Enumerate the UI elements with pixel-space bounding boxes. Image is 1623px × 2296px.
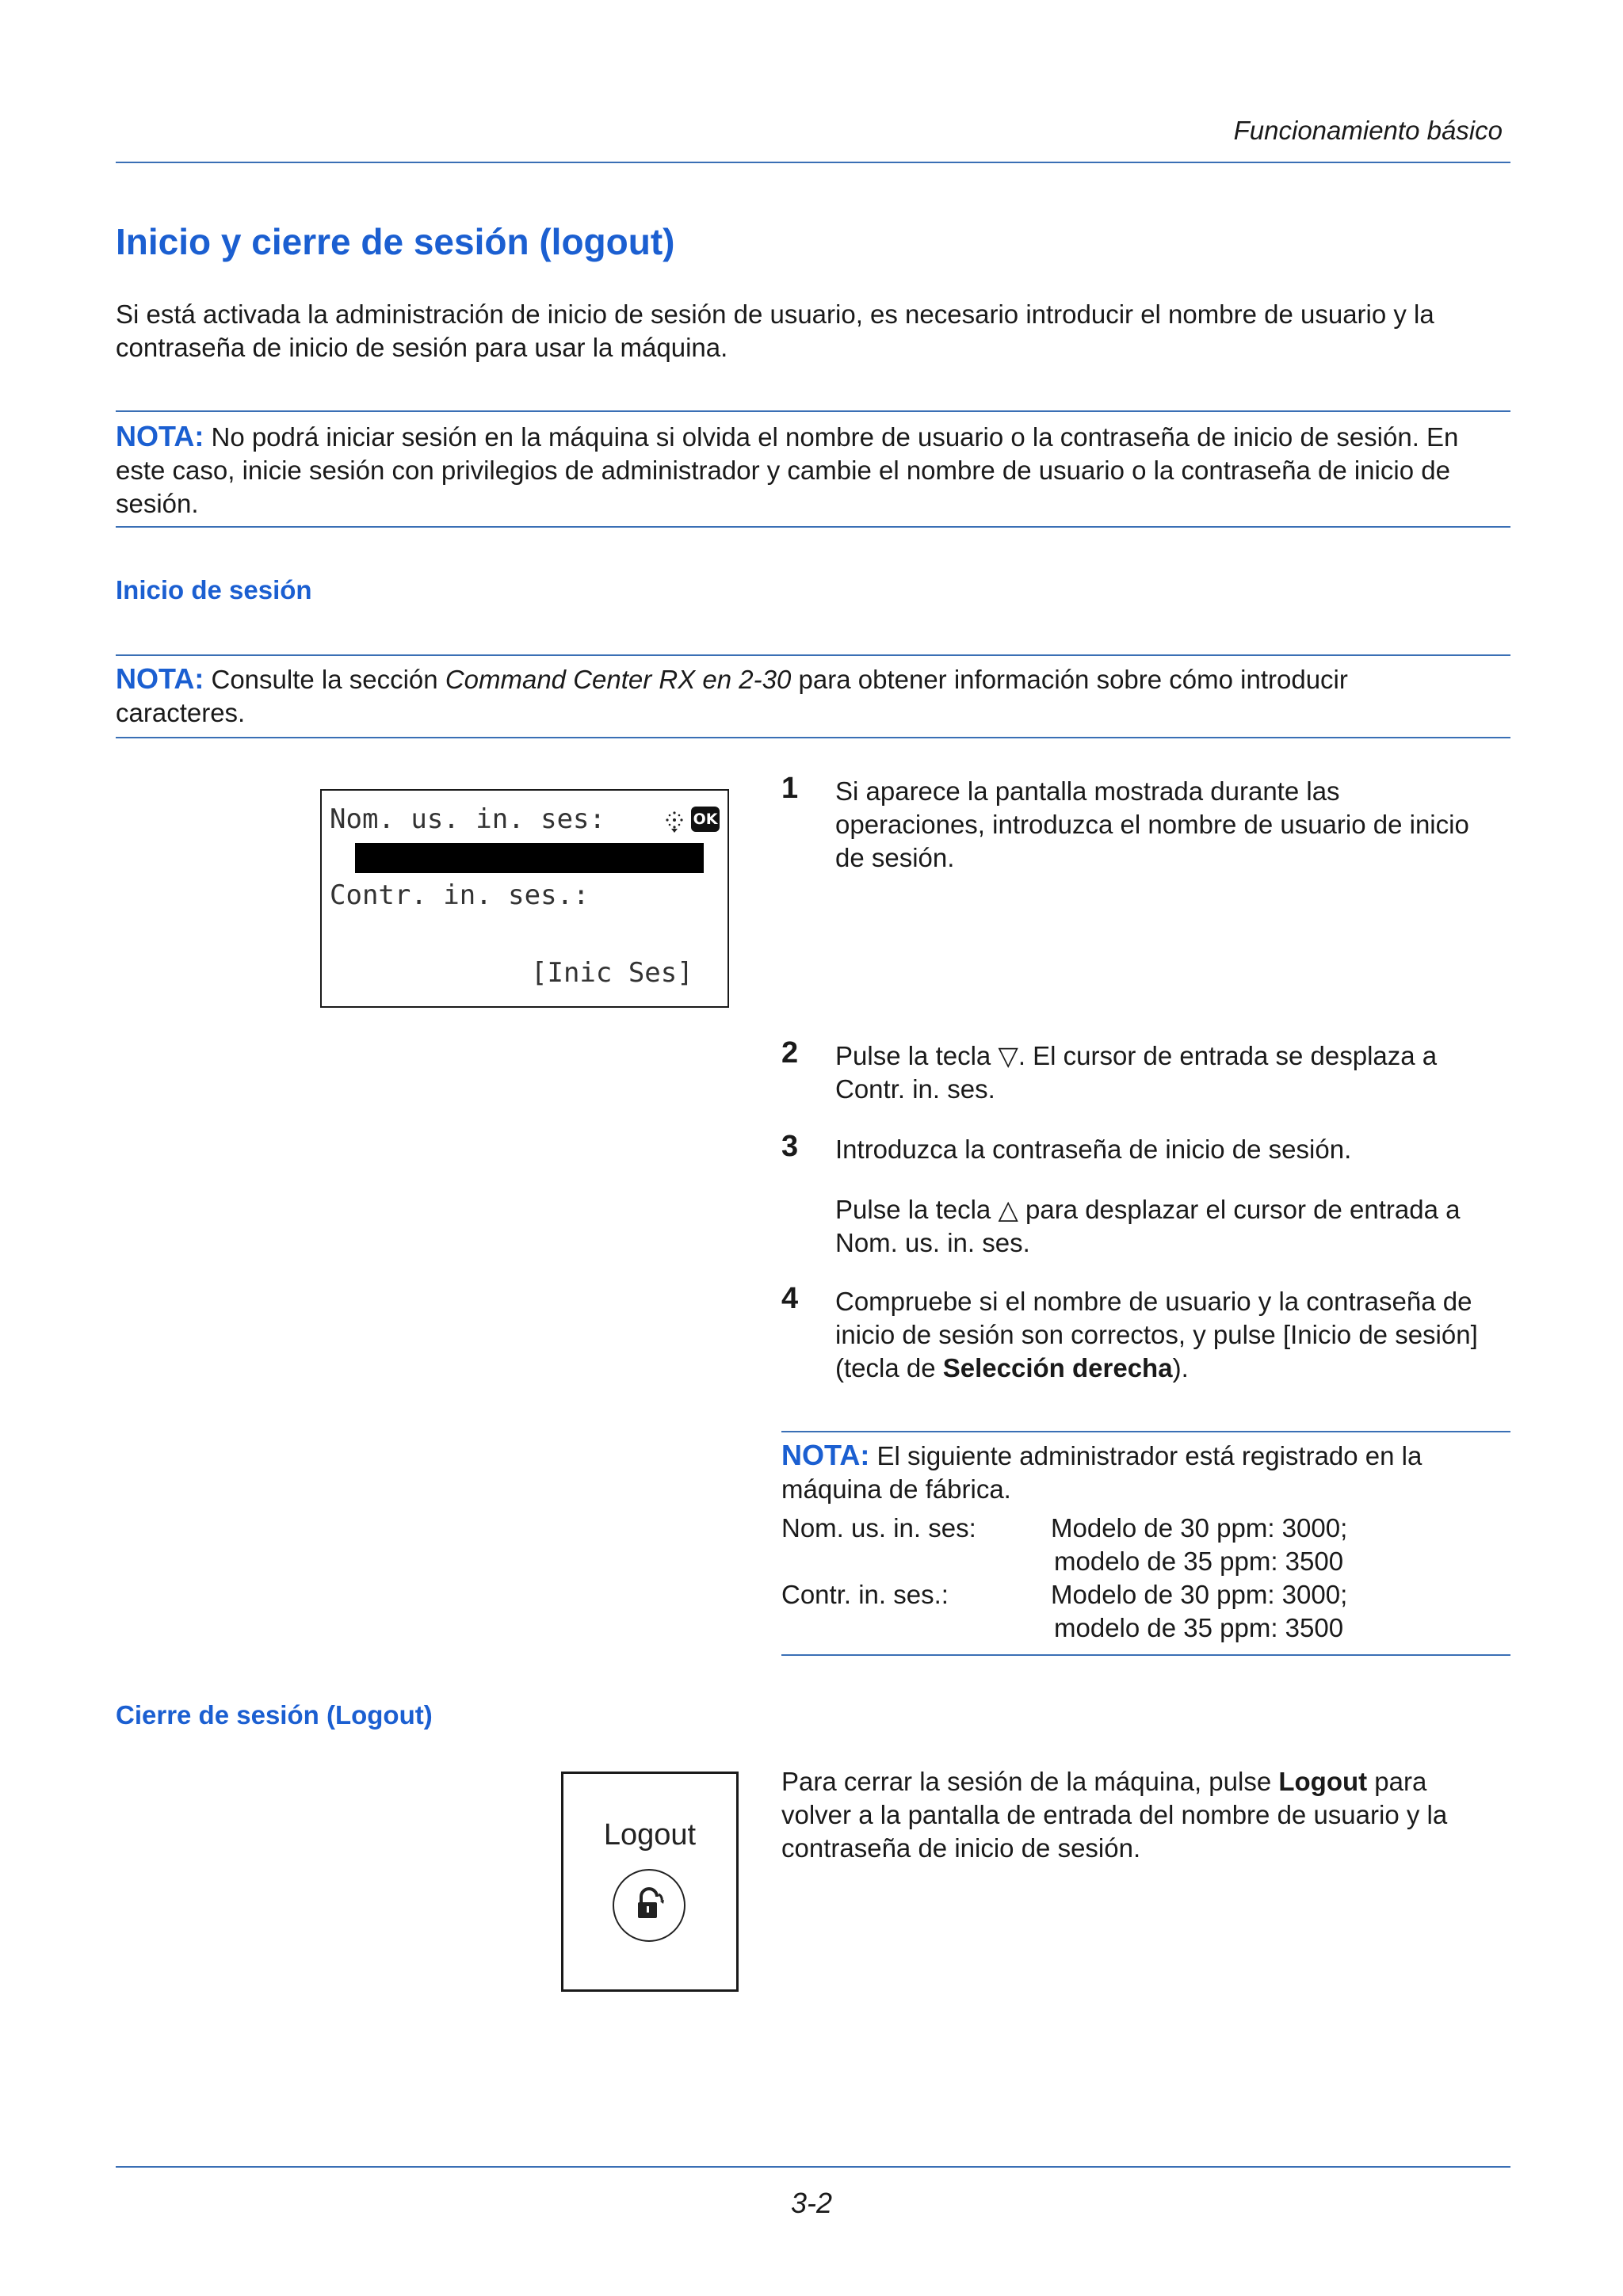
step-number: 4 (781, 1282, 799, 1315)
note-rule-top (116, 410, 1510, 412)
running-header: Funcionamiento básico (1233, 116, 1503, 145)
lcd-login-screen (320, 789, 729, 1008)
note-text: No podrá iniciar sesión en la máquina si olvida el nombre de usuario o la contraseña de inicio de sesión. En (204, 422, 1459, 452)
key-name: Logout (1278, 1767, 1368, 1796)
step-number: 2 (781, 1036, 799, 1070)
value-line: Modelo de 30 ppm: 3000; (1051, 1513, 1348, 1543)
section-heading-login: Inicio de sesión (116, 575, 312, 605)
note-text: máquina de fábrica. (781, 1474, 1011, 1504)
section-heading-logout: Cierre de sesión (Logout) (116, 1700, 433, 1730)
logout-key-label: Logout (603, 1818, 697, 1852)
note-rule-bottom (781, 1654, 1510, 1656)
note-factory-admin (781, 1439, 1422, 1506)
value-line: modelo de 35 ppm: 3500 (1054, 1547, 1344, 1576)
step-4-text (835, 1285, 1478, 1385)
step-1-text (835, 775, 1469, 875)
lcd-password-label: Contr. in. ses.: (330, 879, 590, 911)
note-text: El siguiente administrador está registrado en la (869, 1441, 1423, 1470)
ok-key-icon: OK (691, 807, 720, 832)
header-rule (116, 162, 1510, 163)
step-line: Pulse la tecla ▽. El cursor de entrada se desplaza a (835, 1041, 1438, 1070)
cursor-nav-icon (661, 807, 688, 833)
step-number: 3 (781, 1130, 799, 1163)
step-line: Pulse la tecla △ para desplazar el cursor de entrada a (835, 1195, 1461, 1224)
step-line: Nom. us. in. ses. (835, 1228, 1030, 1257)
note-general (116, 420, 1458, 521)
admin-password-key: Contr. in. ses.: (781, 1580, 949, 1609)
step-line: operaciones, introduzca el nombre de usuario de inicio (835, 810, 1469, 839)
note-rule-top (781, 1431, 1510, 1432)
step-line: inicio de sesión son correctos, y pulse [Inicio de sesión] (835, 1320, 1478, 1349)
step-line: Si aparece la pantalla mostrada durante las (835, 776, 1340, 806)
intro-paragraph (116, 298, 1434, 364)
intro-line: Si está activada la administración de inicio de sesión de usuario, es necesario introducir el nombre de usuario y la (116, 299, 1434, 329)
note-text: Consulte la sección (204, 665, 445, 694)
step-line: de sesión. (835, 843, 955, 872)
step-2-text (835, 1039, 1437, 1106)
note-text: caracteres. (116, 698, 246, 727)
step-3-extra (835, 1193, 1461, 1260)
note-reference: Command Center RX en 2-30 (445, 665, 792, 694)
note-text: para obtener información sobre cómo introducir (791, 665, 1348, 694)
step-line: Compruebe si el nombre de usuario y la contraseña de (835, 1287, 1472, 1316)
intro-line: contraseña de inicio de sesión para usar la máquina. (116, 333, 728, 362)
logout-key-circle (613, 1869, 685, 1942)
step-text-fragment: (tecla de (835, 1353, 943, 1383)
page-title: Inicio y cierre de sesión (logout) (116, 221, 675, 262)
note-label: NOTA: (116, 420, 204, 452)
note-label: NOTA: (116, 662, 204, 695)
logout-text-fragment: Para cerrar la sesión de la máquina, pulse (781, 1767, 1279, 1796)
unlock-icon (614, 1871, 684, 1940)
page-number: 3-2 (790, 2187, 833, 2219)
lcd-username-label: Nom. us. in. ses: (330, 803, 605, 835)
note-command-center (116, 662, 1348, 730)
logout-text-fragment: para (1367, 1767, 1427, 1796)
step-line: Introduzca la contraseña de inicio de sesión. (835, 1135, 1352, 1164)
step-3-text (835, 1133, 1351, 1166)
note-text: este caso, inicie sesión con privilegios de administrador y cambie el nombre de usuario o la contraseña de inicio de (116, 456, 1450, 485)
logout-key-illustration (561, 1772, 739, 1992)
key-name: Selección derecha (942, 1353, 1173, 1383)
lcd-input-cursor-bar (355, 843, 704, 873)
admin-username-value (1051, 1512, 1347, 1578)
value-line: Modelo de 30 ppm: 3000; (1051, 1580, 1348, 1609)
step-text-fragment: ). (1172, 1353, 1189, 1383)
note-text: sesión. (116, 489, 199, 518)
logout-text-line: contraseña de inicio de sesión. (781, 1833, 1141, 1863)
admin-username-key: Nom. us. in. ses: (781, 1513, 976, 1543)
step-line (835, 1352, 1478, 1385)
note-rule-bottom (116, 526, 1510, 528)
step-number: 1 (781, 772, 799, 805)
logout-text-line: volver a la pantalla de entrada del nombre de usuario y la (781, 1800, 1448, 1829)
note-label: NOTA: (781, 1439, 870, 1471)
value-line: modelo de 35 ppm: 3500 (1054, 1613, 1344, 1642)
note-rule-bottom (116, 737, 1510, 738)
logout-paragraph (781, 1765, 1447, 1865)
step-line: Contr. in. ses. (835, 1074, 995, 1104)
admin-password-value (1051, 1578, 1347, 1645)
footer-rule (116, 2166, 1510, 2168)
note-rule-top (116, 654, 1510, 656)
lcd-softkey-login: [Inic Ses] (531, 957, 693, 989)
